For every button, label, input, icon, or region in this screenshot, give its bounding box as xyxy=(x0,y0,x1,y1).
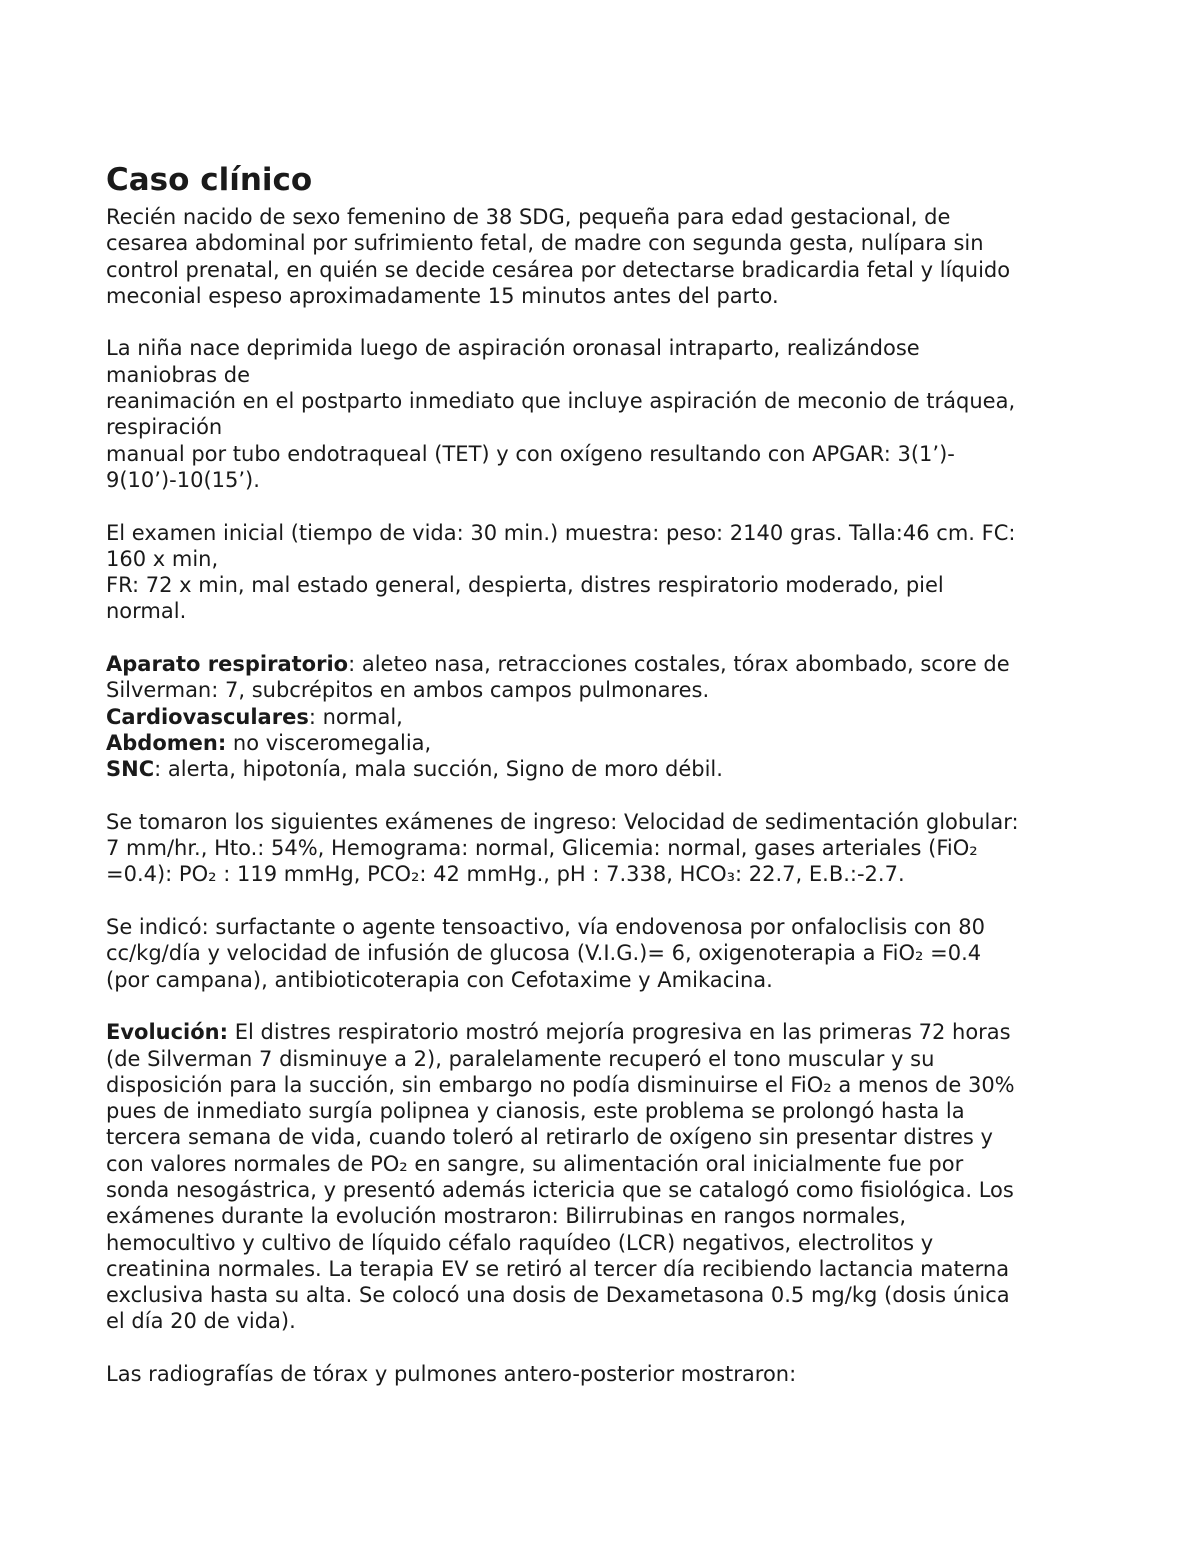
text-line: (por campana), antibioticoterapia con Cefotaxime y Amikacina. xyxy=(106,967,773,992)
document-page xyxy=(106,160,1106,1414)
paragraph-initial-exam xyxy=(106,520,1106,625)
cardiovascular-text: : normal, xyxy=(308,704,403,729)
abdomen-line xyxy=(106,730,1106,756)
respiratory-line xyxy=(106,651,1106,677)
snc-line xyxy=(106,756,1106,782)
respiratory-label: Aparato respiratorio xyxy=(106,652,349,677)
text-line: reanimación en el postparto inmediato que incluye aspiración de meconio de tráquea, xyxy=(106,389,1016,414)
abdomen-text: no visceromegalia, xyxy=(226,730,432,755)
text-line: La niña nace deprimida luego de aspiración oronasal intraparto, realizándose xyxy=(106,336,920,361)
paragraph-resuscitation xyxy=(106,335,1106,493)
text-line: sonda nesogástrica, y presentó además ictericia que se catalogó como fisiológica. Los xyxy=(106,1177,1014,1202)
text-line: Recién nacido de sexo femenino de 38 SDG, pequeña para edad gestacional, de xyxy=(106,205,951,229)
paragraph-admission-tests xyxy=(106,809,1106,888)
text-line: normal. xyxy=(106,599,187,624)
cardiovascular-line xyxy=(106,704,1106,730)
text-line: meconial espeso aproximadamente 15 minutos antes del parto. xyxy=(106,283,779,308)
paragraph-treatment xyxy=(106,914,1106,993)
text-line: Las radiografías de tórax y pulmones antero-posterior mostraron: xyxy=(106,1362,797,1387)
text-line: 9(10’)-10(15’). xyxy=(106,467,260,492)
text-line: 7 mm/hr., Hto.: 54%, Hemograma: normal, Glicemia: normal, gases arteriales (FiO₂ xyxy=(106,836,978,861)
evolution-first-line xyxy=(106,1019,1106,1045)
text-line: Silverman: 7, subcrépitos en ambos campos pulmonares. xyxy=(106,678,710,703)
text-line: control prenatal, en quién se decide cesárea por detectarse bradicardia fetal y líquido xyxy=(106,257,1011,282)
text-line: disposición para la succión, sin embargo no podía disminuirse el FiO₂ a menos de 30% xyxy=(106,1072,1015,1097)
text-line: FR: 72 x min, mal estado general, despierta, distres respiratorio moderado, piel xyxy=(106,573,944,598)
text-line: exclusiva hasta su alta. Se colocó una dosis de Dexametasona 0.5 mg/kg (dosis única xyxy=(106,1283,1010,1308)
text-line: respiración xyxy=(106,415,223,440)
text-line: el día 20 de vida). xyxy=(106,1309,296,1334)
text-line: tercera semana de vida, cuando toleró al retirarlo de oxígeno sin presentar distres y xyxy=(106,1125,993,1150)
snc-text: : alerta, hipotonía, mala succión, Signo de moro débil. xyxy=(154,757,723,782)
cardiovascular-label: Cardiovasculares xyxy=(106,704,309,729)
text-line: (de Silverman 7 disminuye a 2), paralelamente recuperó el tono muscular y su xyxy=(106,1046,935,1071)
abdomen-label: Abdomen: xyxy=(106,730,227,755)
text-line: 160 x min, xyxy=(106,546,219,571)
paragraph-evolution xyxy=(106,1019,1106,1335)
text-line: cc/kg/día y velocidad de infusión de glucosa (V.I.G.)= 6, oxigenoterapia a FiO₂ =0.4 xyxy=(106,941,982,966)
text-line: cesarea abdominal por sufrimiento fetal, de madre con segunda gesta, nulípara sin xyxy=(106,231,984,256)
text-line: manual por tubo endotraqueal (TET) y con oxígeno resultando con APGAR: 3(1’)- xyxy=(106,441,955,466)
text-line: =0.4): PO₂ : 119 mmHg, PCO₂: 42 mmHg., pH : 7.338, HCO₃: 22.7, E.B.:-2.7. xyxy=(106,862,905,887)
text-line: creatinina normales. La terapia EV se retiró al tercer día recibiendo lactancia materna xyxy=(106,1256,1010,1281)
evolution-text: El distres respiratorio mostró mejoría progresiva en las primeras 72 horas xyxy=(228,1020,1011,1045)
text-line: hemocultivo y cultivo de líquido céfalo raquídeo (LCR) negativos, electrolitos y xyxy=(106,1230,934,1255)
text-line: con valores normales de PO₂ en sangre, su alimentación oral inicialmente fue por xyxy=(106,1151,964,1176)
text-line: exámenes durante la evolución mostraron: Bilirrubinas en rangos normales, xyxy=(106,1204,907,1229)
text-line: Se tomaron los siguientes exámenes de ingreso: Velocidad de sedimentación globular: xyxy=(106,809,1019,834)
snc-label: SNC xyxy=(106,757,155,782)
document-title: Caso clínico xyxy=(106,162,313,198)
text-line: maniobras de xyxy=(106,362,251,387)
text-line: El examen inicial (tiempo de vida: 30 min.) muestra: peso: 2140 gras. Talla:46 cm. FC: xyxy=(106,520,1016,545)
paragraph-case-intro xyxy=(106,204,1106,309)
paragraph-radiography xyxy=(106,1361,1106,1387)
paragraph-physical-exam xyxy=(106,651,1106,782)
respiratory-text: : aleteo nasa, retracciones costales, tórax abombado, score de xyxy=(348,652,1010,677)
evolution-label: Evolución: xyxy=(106,1020,229,1045)
text-line: pues de inmediato surgía polipnea y cianosis, este problema se prolongó hasta la xyxy=(106,1099,965,1124)
text-line: Se indicó: surfactante o agente tensoactivo, vía endovenosa por onfaloclisis con 80 xyxy=(106,915,985,940)
